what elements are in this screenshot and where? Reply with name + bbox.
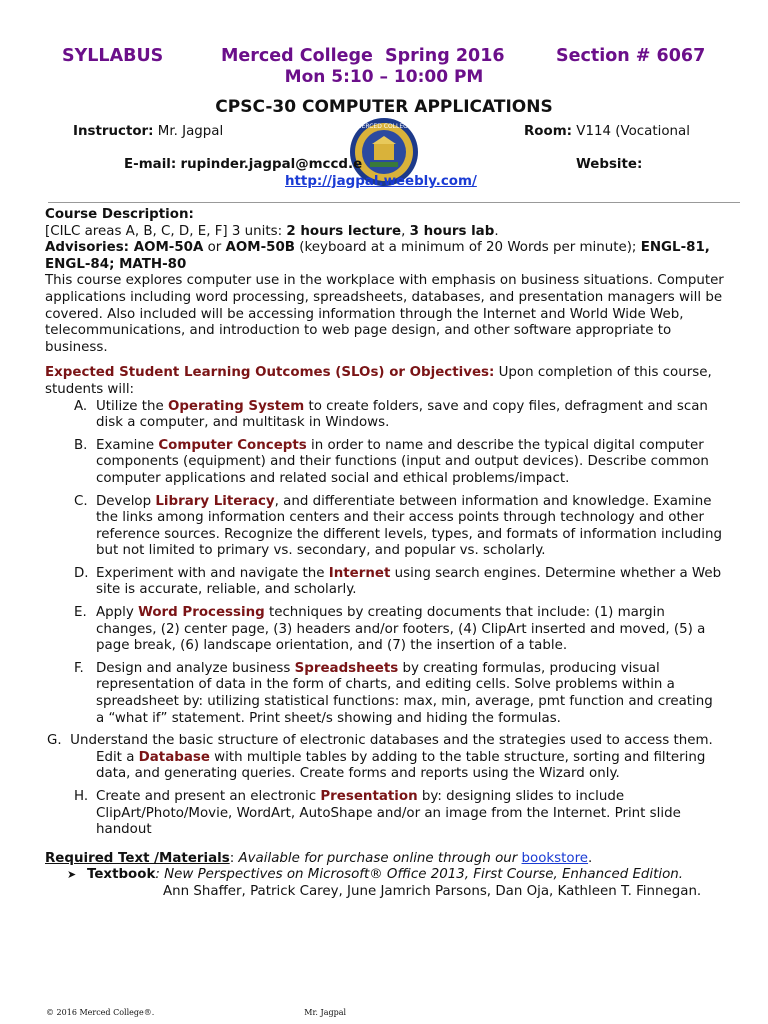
- footer-copyright: © 2016 Merced College®.: [46, 1008, 155, 1017]
- term-label: Spring 2016: [385, 46, 505, 66]
- slo-heading: Expected Student Learning Outcomes (SLOs) or Objectives:: [45, 365, 495, 381]
- syllabus-content: [45, 207, 725, 901]
- slo-item-f: F. Design and analyze business Spreadsheets by creating formulas, producing visual representation of data in the form of charts, and editing cells. Solve problems within a spreadsheet by: utilizing statistical functions: max, min, average, pmt function and creating a “what if” statement. Print sheet/s showing and hiding the formulas.: [74, 660, 713, 726]
- slo-intro: Expected Student Learning Outcomes (SLOs) or Objectives: Upon completion of this course, students will:: [45, 365, 712, 397]
- email-line: [124, 157, 362, 172]
- lab-hours: 3 hours lab: [409, 223, 495, 239]
- instructor-label: Instructor:: [73, 124, 154, 139]
- email-value[interactable]: rupinder.jagpal@mccd.e: [180, 157, 363, 172]
- website-label: Website:: [576, 157, 643, 172]
- class-time: Mon 5:10 – 10:00 PM: [284, 67, 484, 87]
- advisories-line: Advisories: AOM-50A or AOM-50B (keyboard at a minimum of 20 Words per minute); ENGL-81, ENGL-84; MATH-80: [45, 240, 710, 272]
- slo-item-b: B. Examine Computer Concepts in order to name and describe the typical digital computer components (equipment) and their functions (input and output devices). Describe common computer applications and related social and ethical problems/impact.: [74, 437, 709, 486]
- course-description-body: This course explores computer use in the workplace with emphasis on business situations. Computer applications including word processing, spreadsheets, databases, and presentation managers will be covered. Also included will be accessing information through the Internet and World Wide Web, telecommunications, and introduction to web page design, and other software appropriate to business.: [45, 273, 724, 355]
- website-link[interactable]: http://jagpal.weebly.com/: [285, 174, 477, 189]
- textbook-title: : New Perspectives on Microsoft® Office 2013, First Course, Enhanced Edition.: [155, 867, 684, 883]
- course-title: CPSC-30 COMPUTER APPLICATIONS: [215, 97, 553, 117]
- instructor-line: [73, 124, 223, 139]
- svg-text:MERCED COLLEGE: MERCED COLLEGE: [356, 123, 412, 130]
- cilc-line: [CILC areas A, B, C, D, E, F] 3 units: 2 hours lecture, 3 hours lab.: [45, 223, 499, 239]
- header-divider: [48, 202, 740, 203]
- slo-item-c: C. Develop Library Literacy, and differentiate between information and knowledge. Examine the links among information centers and their access points through technology and other reference sources. Recognize the different levels, types, and formats of information including but not limited to primary vs. secondary, and popular vs. scholarly.: [74, 493, 723, 559]
- email-label: E-mail:: [124, 157, 177, 172]
- slo-item-d: D. Experiment with and navigate the Internet using search engines. Determine whether a Web site is accurate, reliable, and scholarly.: [74, 565, 722, 598]
- bookstore-link[interactable]: bookstore: [521, 850, 589, 866]
- slo-item-g: G. Understand the basic structure of electronic databases and the strategies used to access them. Edit a Database with multiple tables by adding to the table structure, sorting and filtering data, and generating queries. Create forms and reports using the Wizard only.: [47, 733, 713, 782]
- lecture-hours: 2 hours lecture: [286, 223, 402, 239]
- textbook-label: Textbook: [87, 867, 156, 883]
- room-value: V114 (Vocational: [576, 124, 690, 139]
- room-line: [524, 124, 690, 139]
- syllabus-label: SYLLABUS: [62, 46, 164, 66]
- page-footer: [46, 1008, 496, 1017]
- slo-item-a: A. Utilize the Operating System to create folders, save and copy files, defragment and scan disk a computer, and multitask in Windows.: [74, 398, 708, 431]
- slo-item-h: H. Create and present an electronic Presentation by: designing slides to include ClipArt/Photo/Movie, WordArt, AutoShape and/or an image from the Internet. Print slide handout: [74, 789, 681, 838]
- footer-author: Mr. Jagpal: [304, 1008, 347, 1017]
- textbook-line: [45, 867, 725, 884]
- section-label: Section # 6067: [556, 46, 706, 66]
- course-description-heading: Course Description:: [45, 207, 194, 222]
- textbook-authors: Ann Shaffer, Patrick Carey, June Jamrich Parsons, Dan Oja, Kathleen T. Finnegan.: [163, 883, 702, 899]
- materials-line: Required Text /Materials: Available for purchase online through our bookstore.: [45, 850, 593, 866]
- room-label: Room:: [524, 124, 573, 139]
- slo-item-e: E. Apply Word Processing techniques by creating documents that include: (1) margin changes, (2) center page, (3) headers and/or footers, (4) ClipArt inserted and moved, (5) a page break, (6) landscape orientation, and (7) the insertion of a table.: [74, 605, 706, 654]
- arrow-bullet-icon: ➤: [67, 868, 77, 882]
- instructor-value: Mr. Jagpal: [157, 124, 224, 139]
- college-name: Merced College: [221, 46, 373, 66]
- materials-heading: Required Text /Materials: [45, 850, 230, 866]
